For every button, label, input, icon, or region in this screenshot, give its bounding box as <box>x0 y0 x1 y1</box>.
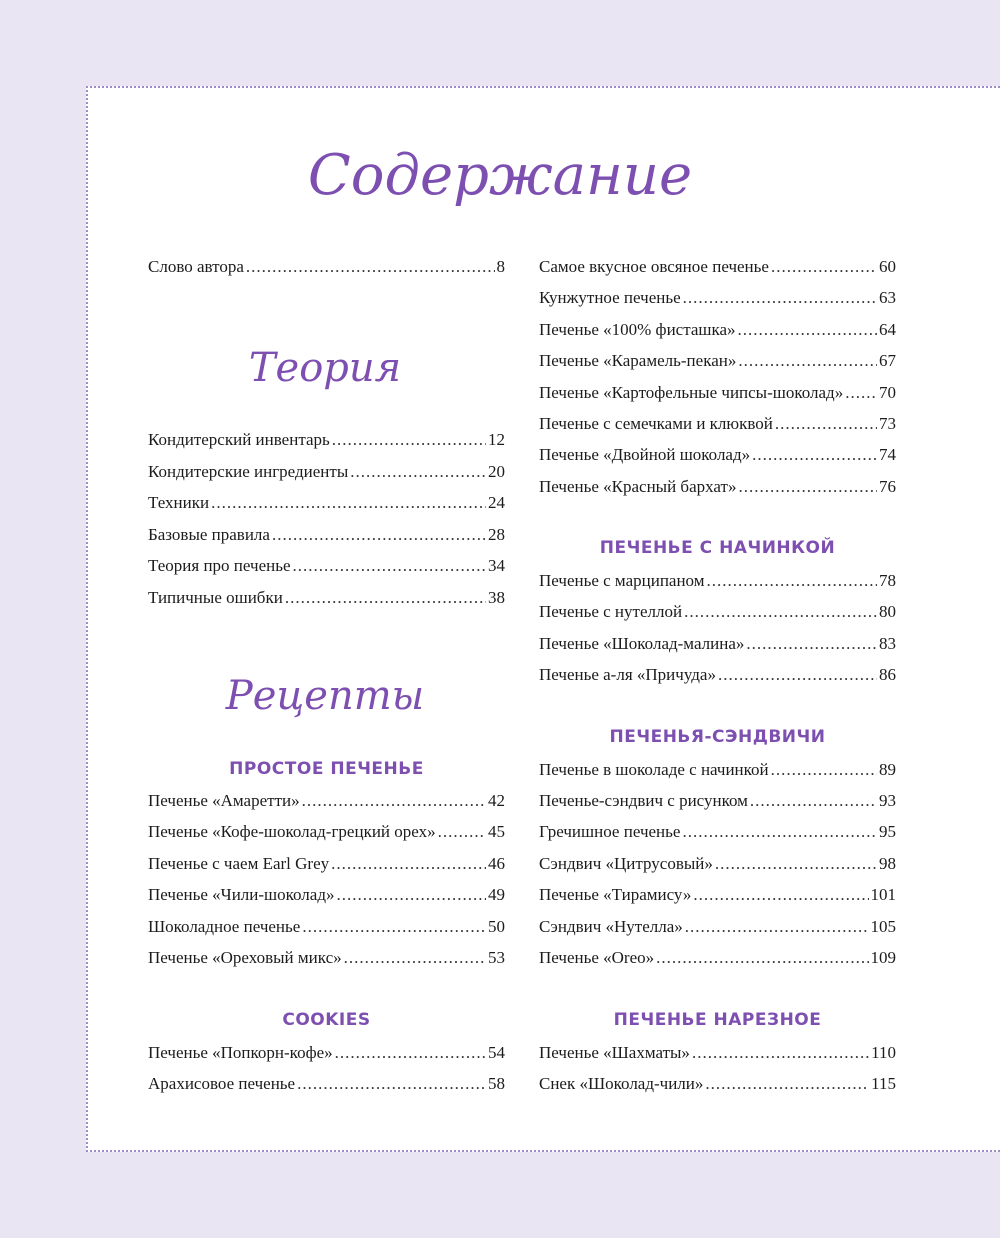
toc-entry-title: Печенье «Чили-шоколад» <box>148 885 335 904</box>
toc-entry-title: Печенье с чаем Earl Grey <box>148 854 330 873</box>
dot-leader <box>335 1041 486 1065</box>
dot-leader <box>771 255 877 279</box>
toc-entry-title: Печенье «Попкорн-кофе» <box>148 1043 333 1062</box>
toc-entry-title: Печенье «Шоколад-малина» <box>539 634 745 653</box>
dot-leader <box>302 915 486 939</box>
toc-entry[interactable] <box>148 460 505 484</box>
toc-entry-title: Печенье «Тирамису» <box>539 885 692 904</box>
theory-heading: Теория <box>248 345 402 391</box>
toc-entry[interactable] <box>539 412 896 436</box>
dot-leader <box>685 915 869 939</box>
dot-leader <box>738 475 877 499</box>
section-heading-cookies: COOKIES <box>282 1010 371 1030</box>
dot-leader <box>684 600 877 624</box>
dot-leader <box>693 883 868 907</box>
toc-entry-page: 78 <box>879 571 896 590</box>
toc-entry-title: Шоколадное печенье <box>148 917 301 936</box>
toc-entry-title: Печенье с марципаном <box>539 571 705 590</box>
dot-leader <box>350 460 486 484</box>
toc-entry-title: Техники <box>148 493 210 512</box>
toc-entry-page: 86 <box>879 665 896 684</box>
toc-entry[interactable] <box>539 852 896 876</box>
toc-entry-title: Печенье «Картофельные чипсы-шоколад» <box>539 383 844 402</box>
recipes-heading: Рецепты <box>225 673 425 719</box>
toc-entry-page: 95 <box>879 822 896 841</box>
dot-leader <box>738 349 877 373</box>
toc-entry[interactable] <box>148 883 505 907</box>
section-heading-filled: ПЕЧЕНЬЕ С НАЧИНКОЙ <box>599 538 836 558</box>
toc-entry-page: 80 <box>879 602 896 621</box>
dot-leader <box>683 286 877 310</box>
dot-leader <box>344 946 486 970</box>
toc-entry-title: Печенье «Амаретти» <box>148 791 300 810</box>
toc-entry-title: Печенье «100% фисташка» <box>539 320 736 339</box>
dot-leader <box>438 820 486 844</box>
toc-entry[interactable] <box>539 443 896 467</box>
toc-entry[interactable] <box>539 349 896 373</box>
toc-entry[interactable] <box>148 1041 505 1065</box>
contents-title: Содержание <box>307 143 693 208</box>
toc-entry[interactable] <box>148 820 505 844</box>
toc-entry-page: 50 <box>488 917 505 936</box>
toc-entry-page: 28 <box>488 525 505 544</box>
toc-entry[interactable] <box>539 381 896 405</box>
dot-leader <box>705 1072 869 1096</box>
toc-entry-page: 115 <box>871 1074 896 1093</box>
toc-entry[interactable] <box>539 318 896 342</box>
toc-entry-page: 93 <box>879 791 896 810</box>
toc-entry-page: 42 <box>488 791 505 810</box>
dot-leader <box>715 852 877 876</box>
toc-entry-page: 101 <box>870 885 896 904</box>
toc-entry-title: Сэндвич «Цитрусовый» <box>539 854 713 873</box>
toc-entry-page: 74 <box>879 445 896 464</box>
toc-entry[interactable] <box>539 1041 896 1065</box>
dot-leader <box>297 1072 486 1096</box>
dot-leader <box>738 318 877 342</box>
dot-leader <box>771 758 877 782</box>
section-heading-sandwich: ПЕЧЕНЬЯ-СЭНДВИЧИ <box>609 727 826 747</box>
section-heading-sliced: ПЕЧЕНЬЕ НАРЕЗНОЕ <box>613 1010 822 1030</box>
toc-entry-page: 46 <box>488 854 505 873</box>
toc-entry[interactable] <box>148 789 505 813</box>
toc-entry-page: 8 <box>496 257 505 276</box>
toc-entry[interactable] <box>539 883 896 907</box>
toc-entry-title: Печенье-сэндвич с рисунком <box>539 791 748 810</box>
toc-entry-title: Сэндвич «Нутелла» <box>539 917 683 936</box>
toc-entry-title: Печенье с семечками и клюквой <box>539 414 773 433</box>
toc-entry-page: 89 <box>879 760 896 779</box>
dot-leader <box>775 412 877 436</box>
toc-entry-page: 34 <box>488 556 505 575</box>
toc-entry-page: 60 <box>879 257 896 276</box>
toc-entry-title: Гречишное печенье <box>539 822 681 841</box>
toc-entry-page: 49 <box>488 885 505 904</box>
toc-entry[interactable] <box>539 255 896 279</box>
dot-leader <box>331 852 486 876</box>
dot-leader <box>302 789 486 813</box>
toc-entry-title: Базовые правила <box>148 525 270 544</box>
dot-leader <box>752 443 877 467</box>
toc-entry-title: Кондитерский инвентарь <box>148 430 330 449</box>
toc-entry-page: 76 <box>879 477 896 496</box>
toc-entry[interactable] <box>539 915 896 939</box>
dot-leader <box>285 586 486 610</box>
toc-entry-title: Арахисовое печенье <box>148 1074 296 1093</box>
toc-entry-page: 105 <box>870 917 896 936</box>
toc-entry[interactable] <box>148 1072 505 1096</box>
dot-leader <box>746 632 877 656</box>
dot-leader <box>692 1041 869 1065</box>
toc-entry[interactable] <box>539 1072 896 1096</box>
toc-entry-title: Печенье в шоколаде с начинкой <box>539 760 769 779</box>
dot-leader <box>707 569 878 593</box>
toc-entry-page: 67 <box>879 351 896 370</box>
toc-entry[interactable] <box>148 554 505 578</box>
toc-entry-page: 58 <box>488 1074 505 1093</box>
toc-entry-title: Печенье «Кофе-шоколад-грецкий орех» <box>148 822 436 841</box>
toc-entry-page: 24 <box>488 493 505 512</box>
toc-entry[interactable] <box>539 663 896 687</box>
toc-entry[interactable] <box>539 286 896 310</box>
toc-entry[interactable] <box>148 586 505 610</box>
toc-entry[interactable] <box>148 852 505 876</box>
toc-entry[interactable] <box>539 789 896 813</box>
toc-entry-title: Печенье «Карамель-пекан» <box>539 351 737 370</box>
toc-entry-page: 45 <box>488 822 505 841</box>
toc-entry-title: Слово автора <box>148 257 244 276</box>
toc-entry-page: 70 <box>879 383 896 402</box>
toc-entry-page: 20 <box>488 462 505 481</box>
dot-leader <box>332 428 486 452</box>
toc-entry-page: 73 <box>879 414 896 433</box>
dot-leader <box>718 663 877 687</box>
toc-entry-title: Типичные ошибки <box>148 588 283 607</box>
dot-leader <box>750 789 877 813</box>
dot-leader <box>845 381 877 405</box>
toc-entry-title: Кондитерские ингредиенты <box>148 462 349 481</box>
toc-entry-page: 53 <box>488 948 505 967</box>
toc-entry-title: Кунжутное печенье <box>539 288 681 307</box>
toc-entry[interactable] <box>539 475 896 499</box>
toc-entry-page: 54 <box>488 1043 505 1062</box>
toc-entry[interactable] <box>539 569 896 593</box>
toc-entry-page: 64 <box>879 320 896 339</box>
toc-entry-title: Самое вкусное овсяное печенье <box>539 257 769 276</box>
toc-entry[interactable] <box>539 758 896 782</box>
toc-entry-page: 98 <box>879 854 896 873</box>
toc-entry[interactable] <box>148 946 505 970</box>
dot-leader <box>682 820 877 844</box>
toc-entry[interactable] <box>539 600 896 624</box>
toc-entry-page: 12 <box>488 430 505 449</box>
toc-entry-page: 83 <box>879 634 896 653</box>
toc-entry-title: Снек «Шоколад-чили» <box>539 1074 704 1093</box>
toc-entry-title: Печенье с нутеллой <box>539 602 683 621</box>
toc-entry-title: Печенье «Ореховый микс» <box>148 948 342 967</box>
toc-entry-title: Печенье «Oreo» <box>539 948 655 967</box>
section-heading-simple: ПРОСТОЕ ПЕЧЕНЬЕ <box>229 759 424 779</box>
toc-entry[interactable] <box>148 255 505 279</box>
dot-leader <box>272 523 486 547</box>
toc-entry[interactable] <box>148 491 505 515</box>
toc-entry[interactable] <box>539 946 896 970</box>
toc-entry-page: 63 <box>879 288 896 307</box>
toc-entry-page: 109 <box>870 948 896 967</box>
toc-entry-page: 110 <box>871 1043 896 1062</box>
dot-leader <box>336 883 486 907</box>
toc-entry-title: Печенье «Шахматы» <box>539 1043 690 1062</box>
toc-entry[interactable] <box>148 428 505 452</box>
dot-leader <box>656 946 868 970</box>
toc-entry-title: Печенье «Красный бархат» <box>539 477 737 496</box>
toc-entry-title: Теория про печенье <box>148 556 291 575</box>
dot-leader <box>293 554 486 578</box>
toc-entry[interactable] <box>539 632 896 656</box>
toc-entry[interactable] <box>148 915 505 939</box>
toc-entry[interactable] <box>539 820 896 844</box>
dot-leader <box>211 491 486 515</box>
dot-leader <box>246 255 495 279</box>
toc-entry-page: 38 <box>488 588 505 607</box>
toc-entry-title: Печенье «Двойной шоколад» <box>539 445 751 464</box>
toc-entry-title: Печенье а-ля «Причуда» <box>539 665 716 684</box>
toc-entry[interactable] <box>148 523 505 547</box>
